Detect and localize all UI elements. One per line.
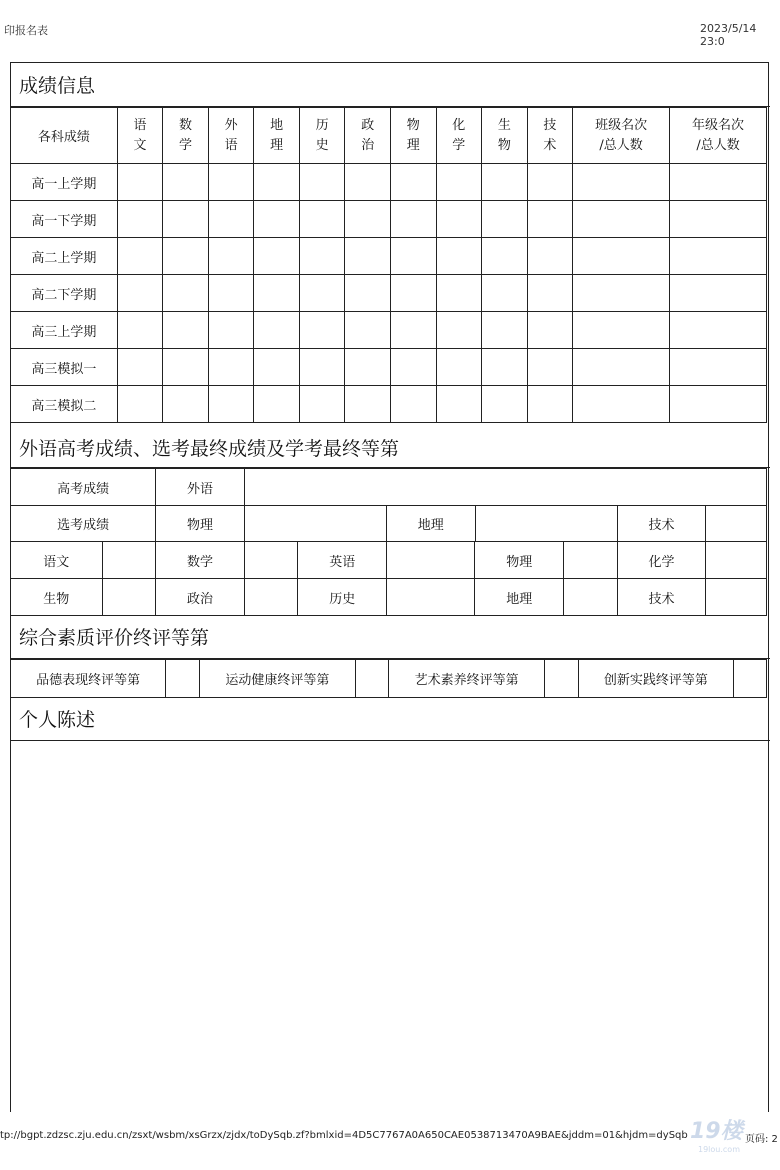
grade-cell[interactable] [254, 201, 300, 238]
grade-cell[interactable] [527, 386, 573, 423]
grade-cell[interactable] [573, 275, 670, 312]
term-label: 高二下学期 [11, 275, 118, 312]
grade-cell[interactable] [482, 349, 528, 386]
grade-cell[interactable] [208, 386, 254, 423]
xueka-value-cell[interactable] [102, 542, 156, 579]
grade-cell[interactable] [117, 201, 163, 238]
grade-cell[interactable] [117, 349, 163, 386]
xueka-value-cell[interactable] [102, 579, 156, 616]
grade-cell[interactable] [299, 386, 345, 423]
grades-section-title: 成绩信息 [11, 63, 770, 107]
subject-header-char: 治 [361, 137, 375, 153]
grade-cell[interactable] [482, 312, 528, 349]
subject-header [482, 108, 528, 164]
term-row [11, 349, 767, 386]
grade-cell[interactable] [390, 386, 436, 423]
xueka-subject-label: 英语 [298, 542, 387, 579]
gaokao-label: 高考成绩 [11, 469, 156, 506]
xueka-subject-label: 政治 [156, 579, 245, 616]
grade-cell[interactable] [670, 238, 767, 275]
registration-form [10, 62, 769, 1112]
term-label: 高三模拟二 [11, 386, 118, 423]
subject-header-char: 史 [315, 137, 329, 153]
watermark-sub: 19lou.com [698, 1145, 740, 1154]
grade-cell[interactable] [345, 164, 391, 201]
subject-header-char: 物 [406, 117, 420, 133]
grade-cell[interactable] [163, 275, 209, 312]
print-header-title: 印报名表 [4, 24, 48, 37]
exam-section-title: 外语高考成绩、选考最终成绩及学考最终等第 [11, 428, 770, 468]
quality-item-moral: 品德表现终评等第 [11, 660, 166, 698]
xuankao-label: 选考成绩 [11, 506, 156, 542]
grade-cell[interactable] [482, 275, 528, 312]
grade-cell[interactable] [299, 275, 345, 312]
grade-cell[interactable] [345, 201, 391, 238]
grade-cell[interactable] [345, 349, 391, 386]
grade-cell[interactable] [573, 349, 670, 386]
subject-header [527, 108, 573, 164]
grade-cell[interactable] [573, 201, 670, 238]
term-row [11, 164, 767, 201]
grade-cell[interactable] [208, 238, 254, 275]
quality-table [10, 659, 767, 698]
grade-cell[interactable] [670, 201, 767, 238]
subject-header [436, 108, 482, 164]
grade-cell[interactable] [436, 164, 482, 201]
grade-cell[interactable] [436, 238, 482, 275]
xueka-subject-label: 化学 [617, 542, 706, 579]
subject-header [390, 108, 436, 164]
rank-header-line: 班级名次 [595, 117, 648, 133]
subject-header-char: 语 [224, 137, 238, 153]
xuankao-tech-value[interactable] [706, 506, 767, 542]
grade-cell[interactable] [254, 238, 300, 275]
statement-area[interactable] [11, 742, 768, 1113]
xueka-subject-label: 数学 [156, 542, 245, 579]
grade-cell[interactable] [208, 275, 254, 312]
grade-cell[interactable] [163, 164, 209, 201]
xueka-row [11, 542, 767, 579]
gaokao-subject-foreign-language: 外语 [156, 469, 245, 506]
xuankao-subject-geography: 地理 [386, 506, 475, 542]
xueka-subject-label: 历史 [298, 579, 387, 616]
grade-cell[interactable] [163, 312, 209, 349]
grade-cell[interactable] [436, 275, 482, 312]
subject-header-char: 生 [497, 117, 511, 133]
grade-cell[interactable] [163, 386, 209, 423]
grade-cell[interactable] [163, 201, 209, 238]
subject-header-char: 技 [543, 117, 557, 133]
grade-cell[interactable] [254, 275, 300, 312]
grade-cell[interactable] [345, 275, 391, 312]
grade-cell[interactable] [436, 201, 482, 238]
grade-cell[interactable] [436, 349, 482, 386]
term-label: 高三上学期 [11, 312, 118, 349]
grade-cell[interactable] [482, 238, 528, 275]
xuankao-subject-physics: 物理 [156, 506, 245, 542]
grade-cell[interactable] [527, 201, 573, 238]
grade-cell[interactable] [390, 349, 436, 386]
grade-cell[interactable] [254, 312, 300, 349]
quality-item-art: 艺术素养终评等第 [389, 660, 544, 698]
xueka-row [11, 579, 767, 616]
quality-health-value[interactable] [355, 660, 389, 698]
term-row [11, 238, 767, 275]
footer-page-number: 页码: 2 [745, 1134, 778, 1145]
grade-cell[interactable] [345, 238, 391, 275]
grade-cell[interactable] [117, 386, 163, 423]
quality-innovation-value[interactable] [734, 660, 767, 698]
xueka-value-cell[interactable] [564, 542, 618, 579]
grade-cell[interactable] [390, 275, 436, 312]
xueka-subject-label: 语文 [11, 542, 103, 579]
grade-cell[interactable] [208, 201, 254, 238]
print-header-datetime: 2023/5/14 23:0 [700, 22, 757, 48]
xueka-value-cell[interactable] [387, 542, 475, 579]
grade-cell[interactable] [299, 201, 345, 238]
grade-cell[interactable] [254, 386, 300, 423]
xueka-value-cell[interactable] [706, 579, 767, 616]
grade-cell[interactable] [299, 349, 345, 386]
grade-cell[interactable] [670, 312, 767, 349]
grade-cell[interactable] [573, 312, 670, 349]
exam-table-top [10, 468, 767, 542]
grade-cell[interactable] [299, 164, 345, 201]
xuankao-physics-value[interactable] [244, 506, 386, 542]
xueka-subject-label: 生物 [11, 579, 103, 616]
grade-cell[interactable] [527, 312, 573, 349]
subject-header [117, 108, 163, 164]
rank-header-line: /总人数 [599, 137, 643, 153]
grade-cell[interactable] [390, 238, 436, 275]
subject-header-char: 政 [361, 117, 375, 133]
subject-header [299, 108, 345, 164]
xueka-subject-label: 技术 [617, 579, 706, 616]
grade-cell[interactable] [208, 349, 254, 386]
grade-cell[interactable] [345, 386, 391, 423]
subject-header-char: 化 [452, 117, 466, 133]
class-rank-header [573, 108, 670, 164]
grade-cell[interactable] [254, 164, 300, 201]
subject-header-char: 文 [133, 137, 147, 153]
quality-moral-value[interactable] [166, 660, 200, 698]
quality-item-health: 运动健康终评等第 [200, 660, 355, 698]
subject-header [345, 108, 391, 164]
grade-cell[interactable] [573, 238, 670, 275]
xueka-value-cell[interactable] [706, 542, 767, 579]
subject-header-char: 学 [452, 137, 466, 153]
term-row [11, 275, 767, 312]
quality-item-innovation: 创新实践终评等第 [578, 660, 733, 698]
subject-header [163, 108, 209, 164]
subject-header-char: 学 [179, 137, 193, 153]
xueka-subject-label: 物理 [475, 542, 564, 579]
grade-cell[interactable] [482, 164, 528, 201]
rank-header-line: /总人数 [696, 137, 740, 153]
grade-cell[interactable] [390, 164, 436, 201]
subject-header-char: 外 [224, 117, 238, 133]
footer-url: tp://bgpt.zdzsc.zju.edu.cn/zsxt/wsbm/xsGrzx/zjdx/toDySqb.zf?bmlxid=4D5C7767A0A650CAE0538713470A9BAE&jddm=01&hjdm=dySqb [0, 1130, 688, 1141]
grade-cell[interactable] [254, 349, 300, 386]
grade-cell[interactable] [527, 275, 573, 312]
term-row [11, 312, 767, 349]
subject-header-char: 理 [406, 137, 420, 153]
rank-header-line: 年级名次 [692, 117, 745, 133]
term-label: 高二上学期 [11, 238, 118, 275]
grade-cell[interactable] [117, 238, 163, 275]
xueka-value-cell[interactable] [387, 579, 475, 616]
grade-cell[interactable] [390, 312, 436, 349]
grade-cell[interactable] [670, 275, 767, 312]
xueka-value-cell[interactable] [244, 579, 298, 616]
xueka-value-cell[interactable] [564, 579, 618, 616]
watermark-text: 19楼 [690, 1119, 743, 1144]
subject-header-char: 历 [315, 117, 329, 133]
xuankao-geography-value[interactable] [475, 506, 617, 542]
grade-cell[interactable] [117, 312, 163, 349]
grade-cell[interactable] [117, 275, 163, 312]
xueka-subject-label: 地理 [475, 579, 564, 616]
grade-cell[interactable] [299, 312, 345, 349]
grade-cell[interactable] [390, 201, 436, 238]
grade-cell[interactable] [527, 238, 573, 275]
gaokao-score-cell[interactable] [244, 469, 766, 506]
subject-header [254, 108, 300, 164]
grade-cell[interactable] [670, 164, 767, 201]
quality-section-title: 综合素质评价终评等第 [11, 615, 770, 659]
grade-cell[interactable] [208, 312, 254, 349]
term-row [11, 201, 767, 238]
subject-header [208, 108, 254, 164]
grade-cell[interactable] [670, 386, 767, 423]
subject-header-char: 数 [179, 117, 193, 133]
xueka-table [10, 541, 767, 616]
grade-cell[interactable] [208, 164, 254, 201]
grade-cell[interactable] [163, 349, 209, 386]
grade-cell[interactable] [573, 386, 670, 423]
statement-section-title: 个人陈述 [11, 697, 770, 741]
grade-cell[interactable] [436, 312, 482, 349]
quality-art-value[interactable] [544, 660, 578, 698]
subject-header-char: 地 [270, 117, 284, 133]
term-label: 高三模拟一 [11, 349, 118, 386]
grade-cell[interactable] [527, 349, 573, 386]
grade-cell[interactable] [670, 349, 767, 386]
grade-cell[interactable] [163, 238, 209, 275]
grade-cell[interactable] [345, 312, 391, 349]
grade-cell[interactable] [436, 386, 482, 423]
xuankao-subject-tech: 技术 [617, 506, 706, 542]
subject-header-char: 语 [133, 117, 147, 133]
xueka-value-cell[interactable] [244, 542, 298, 579]
subject-header-char: 物 [497, 137, 511, 153]
grade-cell[interactable] [482, 386, 528, 423]
term-label: 高一下学期 [11, 201, 118, 238]
term-label: 高一上学期 [11, 164, 118, 201]
grade-cell[interactable] [573, 164, 670, 201]
grade-rank-header [670, 108, 767, 164]
subject-header-char: 术 [543, 137, 557, 153]
grade-cell[interactable] [482, 201, 528, 238]
grades-table [10, 107, 767, 423]
grades-corner-label: 各科成绩 [11, 108, 118, 164]
grade-cell[interactable] [527, 164, 573, 201]
term-row [11, 386, 767, 423]
subject-header-char: 理 [270, 137, 284, 153]
grade-cell[interactable] [117, 164, 163, 201]
grade-cell[interactable] [299, 238, 345, 275]
